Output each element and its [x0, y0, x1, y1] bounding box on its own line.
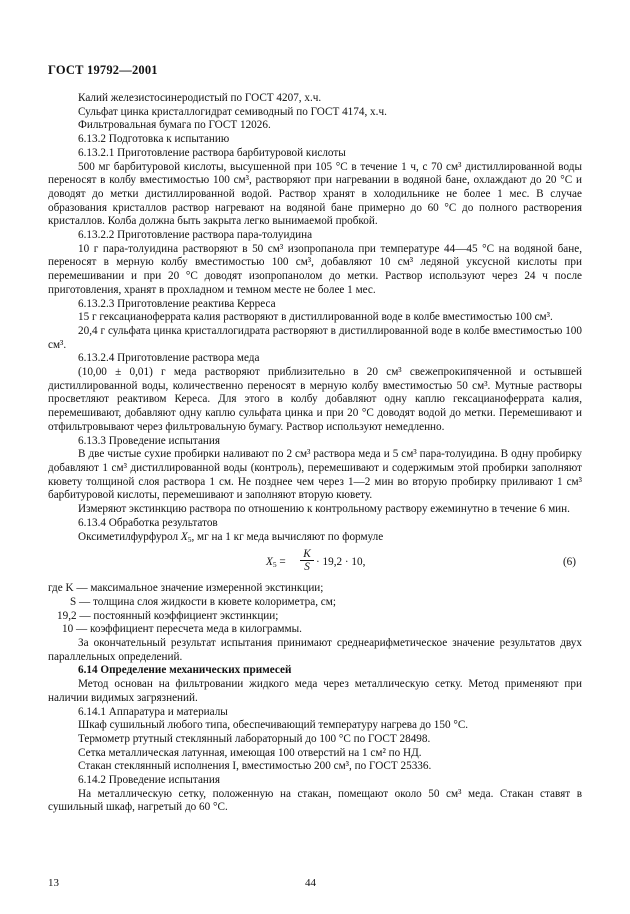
definition-item: S — толщина слоя жидкости в кювете колориметра, см; — [70, 595, 336, 608]
equipment-line: Термометр ртутный стеклянный лабораторный до 100 °С по ГОСТ 28498. — [78, 732, 431, 745]
fraction-denominator: S — [304, 561, 310, 574]
section-heading: 6.13.2 Подготовка к испытанию — [78, 133, 230, 146]
section-heading: 6.13.3 Проведение испытания — [78, 434, 221, 447]
paragraph: (10,00 ± 0,01) г меда растворяют приблизительно в 20 см³ свежепрокипяченной и остывшей дистиллированной воды, количественно переносят в мерную колбу вместимостью 50 см³. Мутные растворы просветляют реактивом Кереса. Для этого в колбу добавляют одну каплю гексацианоферрата калия, перемешивают, добавляют одну каплю сульфата цинка и при 20 °С доводят водой до метки. Перемешивают и отфильтровывают через фильтровальную бумагу. Раствор используют немедленно. — [48, 366, 582, 433]
equipment-line: Сетка металлическая латунная, имеющая 100 отверстий на 1 см² по НД. — [78, 746, 422, 759]
paragraph: 500 мг барбитуровой кислоты, высушенной при 105 °С в течение 1 ч, с 70 см³ дистиллированной воды переносят в колбу вместимостью 100 см³, растворяют при нагревании в водяной бане, охлаждают до 20 °С и доводят до метки дистиллированной водой. Раствор хранят в холодильнике не более 1 мес. В случае образования кристаллов раствор нагревают на водяной бане примерно до 60 °С до полного растворения кристаллов. Колба должна быть закрыта легко вынимаемой пробкой. — [48, 160, 582, 228]
subsection-heading: 6.13.2.1 Приготовление раствора барбитуровой кислоты — [78, 146, 346, 159]
fraction-numerator: K — [300, 548, 314, 561]
reagent-line: Калий железистосинеродистый по ГОСТ 4207, х.ч. — [78, 92, 322, 104]
formula-lhs: $X_5$ = — [266, 556, 286, 570]
section-heading: 6.14.1 Аппаратура и материалы — [78, 705, 228, 718]
document-body — [48, 92, 582, 815]
paragraph: 15 г гексацианоферрата калия растворяют в дистиллированной воде в колбе вместимостью 100 см³. — [78, 311, 553, 324]
section-heading-bold: 6.14 Определение механических примесей — [78, 664, 292, 677]
subsection-heading: 6.13.2.4 Приготовление раствора меда — [78, 352, 260, 365]
formula-intro-sub: 5 — [187, 534, 192, 544]
definition-item: 10 — коэффициент пересчета меда в килограммы. — [62, 623, 302, 636]
page-number: 44 — [305, 877, 316, 889]
standard-header: ГОСТ 19792—2001 — [48, 63, 158, 77]
equipment-line: Стакан стеклянный исполнения I, вместимостью 200 см³, по ГОСТ 25336. — [78, 760, 432, 773]
formula-intro-rest: , мг на 1 кг меда вычисляют по формуле — [191, 530, 384, 543]
paragraph: За окончательный результат испытания принимают среднеарифметическое значение результатов двух параллельных определений. — [48, 637, 582, 663]
definitions-list — [48, 582, 582, 637]
equipment-line: Шкаф сушильный любого типа, обеспечивающий температуру нагрева до 150 °С. — [78, 719, 469, 732]
formula-number: (6) — [562, 556, 576, 569]
paragraph: Метод основан на фильтровании жидкого меда через металлическую сетку. Метод применяют при наличии видимых загрязнений. — [48, 678, 582, 704]
formula-6 — [48, 546, 582, 580]
subsection-heading: 6.13.2.3 Приготовление реактива Керреса — [78, 297, 276, 310]
paragraph: 20,4 г сульфата цинка кристаллогидрата растворяют в дистиллированной воде в колбе вместимостью 100 см³. — [48, 324, 582, 351]
formula-tail: · 19,2 · 10, — [316, 556, 366, 569]
formula-fraction — [300, 548, 314, 574]
section-heading: 6.14.2 Проведение испытания — [78, 774, 221, 787]
formula-intro — [48, 531, 582, 545]
formula-intro-text: Оксиметилфурфурол — [78, 530, 181, 543]
definition-item: где K — максимальное значение измеренной экстинкции; — [48, 582, 324, 595]
definition-item: 19,2 — постоянный коэффициент экстинкции; — [57, 609, 279, 622]
paragraph: В две чистые сухие пробирки наливают по 2 см³ раствора меда и 5 см³ пара-толуидина. В одну пробирку добавляют 1 см³ дистиллированной воды (контроль), перемешивают и содержимым этой пробирки заполняют кювету толщиной слоя раствора 1 см. Не позднее чем через 1—2 мин во вторую пробирку приливают 1 см³ барбитуровой кислоты, перемешивают и заполняют вторую кювету. — [48, 448, 582, 502]
paragraph: На металлическую сетку, положенную на стакан, помещают около 50 см³ меда. Стакан ставят в сушильный шкаф, нагретый до 60 °С. — [48, 787, 582, 814]
footer-sheet-number: 13 — [48, 877, 59, 889]
reagent-line: Фильтровальная бумага по ГОСТ 12026. — [78, 119, 271, 132]
section-heading: 6.13.4 Обработка результатов — [78, 516, 218, 529]
paragraph: Измеряют экстинкцию раствора по отношению к контрольному раствору ежеминутно в течение 6 мин. — [78, 503, 570, 516]
subsection-heading: 6.13.2.2 Приготовление раствора пара-толуидина — [78, 229, 313, 242]
reagent-line: Сульфат цинка кристаллогидрат семиводный по ГОСТ 4174, х.ч. — [78, 105, 387, 118]
formula-intro-var: X — [180, 530, 188, 543]
paragraph: 10 г пара-толуидина растворяют в 50 см³ изопропанола при температуре 44—45 °С на водяной бане, переносят в мерную колбу вместимостью 100 см³, добавляют 10 см³ ледяной уксусной кислоты при перемешивании и при 20 °С доводят изопропанолом до метки. Раствор используют через 24 ч после приготовления, хранят в прохладном и темном месте не более 1 мес. — [48, 242, 582, 296]
